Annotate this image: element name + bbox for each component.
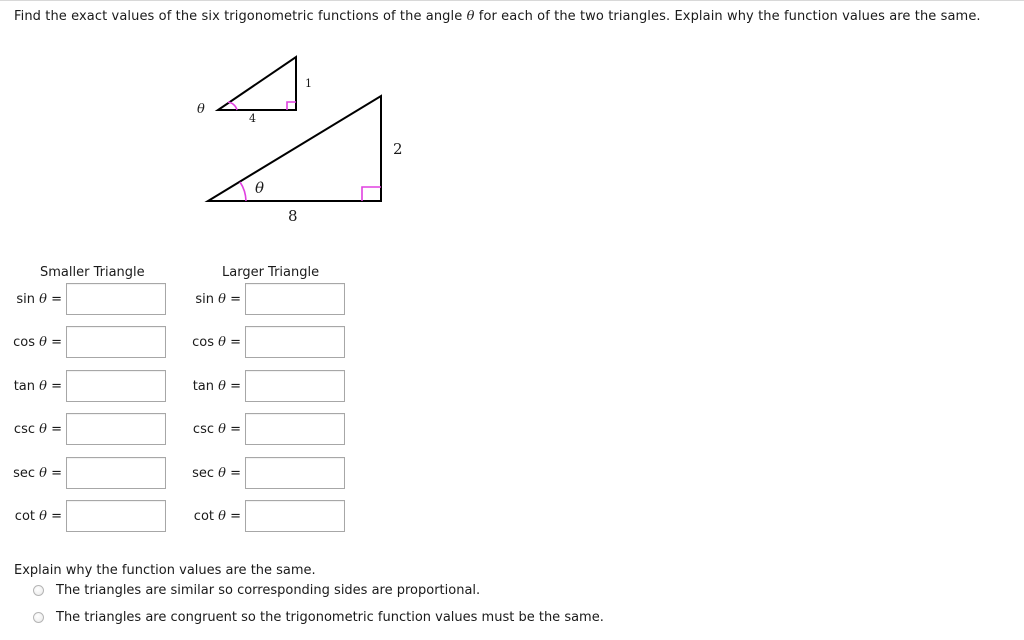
small-sin-label: sin θ = xyxy=(16,292,62,307)
small-height-label: 1 xyxy=(305,77,312,90)
large-sin-input[interactable] xyxy=(245,283,345,315)
small-triangle xyxy=(197,57,312,125)
large-cos-input[interactable] xyxy=(245,326,345,358)
large-angle-label: θ xyxy=(255,179,265,197)
large-cot-label: cot θ = xyxy=(193,509,241,524)
small-sec-label: sec θ = xyxy=(13,466,62,481)
large-triangle xyxy=(208,96,403,225)
explain-prompt: Explain why the function values are the same. xyxy=(14,563,316,578)
small-cot-input[interactable] xyxy=(66,500,166,532)
choice-similar-label[interactable]: The triangles are similar so corresponding sides are proportional. xyxy=(56,583,481,598)
triangles-figure xyxy=(0,0,1024,240)
large-sin-label: sin θ = xyxy=(195,292,241,307)
question-part2: for each of the two triangles. Explain why the function values are the same. xyxy=(474,9,981,24)
large-cos-label: cos θ = xyxy=(192,335,241,350)
large-csc-input[interactable] xyxy=(245,413,345,445)
question-part1: Find the exact values of the six trigonometric functions of the angle xyxy=(14,9,467,24)
small-sin-input[interactable] xyxy=(66,283,166,315)
large-tan-input[interactable] xyxy=(245,370,345,402)
large-base-label: 8 xyxy=(288,207,298,225)
small-tan-label: tan θ = xyxy=(13,379,62,394)
larger-triangle-title: Larger Triangle xyxy=(222,265,320,280)
small-cos-label: cos θ = xyxy=(13,335,62,350)
radio-congruent[interactable] xyxy=(33,612,44,623)
large-sec-input[interactable] xyxy=(245,457,345,489)
large-height-label: 2 xyxy=(393,140,403,158)
large-angle-arc xyxy=(240,182,246,201)
large-csc-label: csc θ = xyxy=(192,422,241,437)
small-angle-label: θ xyxy=(197,102,205,117)
theta-symbol: θ xyxy=(466,9,475,24)
large-sec-label: sec θ = xyxy=(192,466,241,481)
large-triangle-shape xyxy=(208,96,381,201)
radio-similar[interactable] xyxy=(33,585,44,596)
small-right-angle-marker xyxy=(287,102,296,110)
large-right-angle-marker xyxy=(362,187,381,201)
small-csc-input[interactable] xyxy=(66,413,166,445)
small-tan-input[interactable] xyxy=(66,370,166,402)
small-sec-input[interactable] xyxy=(66,457,166,489)
small-base-label: 4 xyxy=(249,112,256,125)
smaller-triangle-title: Smaller Triangle xyxy=(40,265,145,280)
large-cot-input[interactable] xyxy=(245,500,345,532)
small-cos-input[interactable] xyxy=(66,326,166,358)
choice-congruent-label[interactable]: The triangles are congruent so the trigonometric function values must be the same. xyxy=(56,610,604,625)
large-tan-label: tan θ = xyxy=(192,379,241,394)
small-csc-label: csc θ = xyxy=(13,422,62,437)
small-cot-label: cot θ = xyxy=(14,509,62,524)
